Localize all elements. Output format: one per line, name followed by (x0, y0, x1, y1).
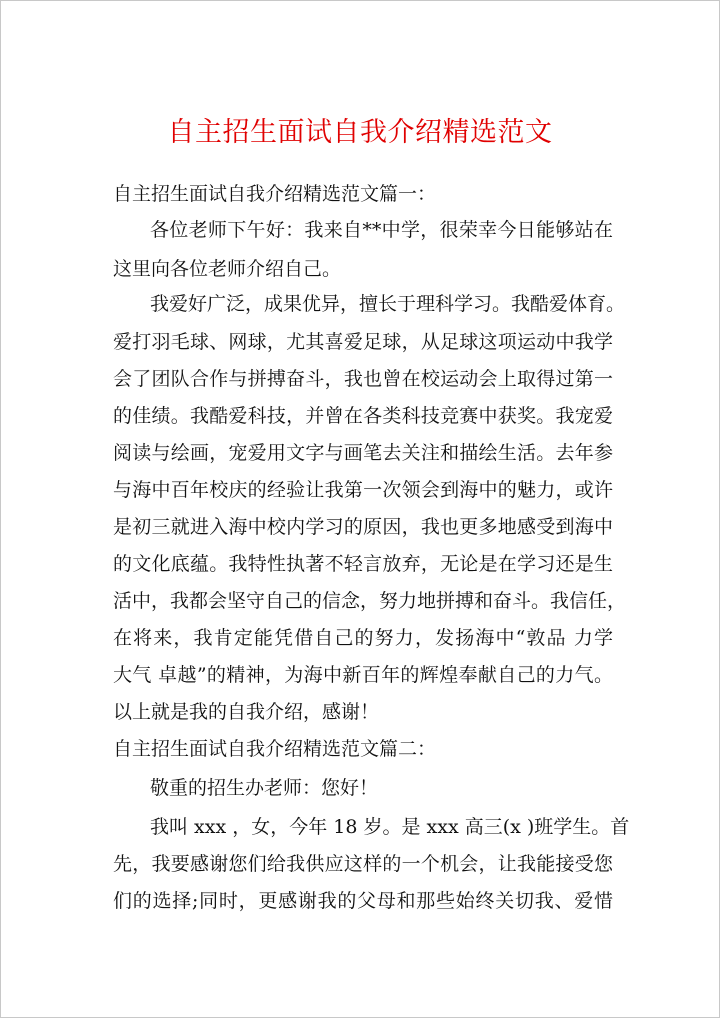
text-line: 先，我要感谢您们给我供应这样的一个机会，让我能接受您 (113, 853, 613, 875)
section-heading-1: 自主招生面试自我介绍精选范文篇一： (113, 183, 437, 205)
document-title: 自主招生面试自我介绍精选范文 (167, 117, 553, 148)
text-line: 与海中百年校庆的经验让我第一次领会到海中的魅力，或许 (113, 479, 613, 501)
text-line: 爱打羽毛球、网球，尤其喜爱足球，从足球这项运动中我学 (113, 331, 613, 353)
text-line: 我爱好广泛，成果优异，擅长于理科学习。我酷爱体育。 (150, 293, 626, 315)
text-line: 是初三就进入海中校内学习的原因，我也更多地感受到海中 (113, 516, 613, 538)
text-line: 活中，我都会坚守自己的信念，努力地拼搏和奋斗。我信任， (113, 590, 627, 612)
text-line: 会了团队合作与拼搏奋斗，我也曾在校运动会上取得过第一 (113, 368, 613, 390)
text-line: 的文化底蕴。我特性执著不轻言放弃，无论是在学习还是生 (113, 553, 613, 575)
text-line: 在将来，我肯定能凭借自己的努力，发扬海中“敦品 力学 (113, 627, 613, 649)
text-line: 以上就是我的自我介绍，感谢！ (113, 701, 380, 723)
text-line: 们的选择;同时，更感谢我的父母和那些始终关切我、爱惜 (113, 890, 613, 912)
text-line: 阅读与绘画，宠爱用文字与画笔去关注和描绘生活。去年参 (113, 442, 613, 464)
text-line: 各位老师下午好：我来自**中学，很荣幸今日能够站在 (150, 219, 613, 241)
text-line: 大气 卓越”的精神，为海中新百年的辉煌奉献自己的力气。 (113, 664, 613, 686)
text-line: 这里向各位老师介绍自己。 (113, 258, 342, 280)
text-line: 敬重的招生办老师：您好！ (150, 777, 379, 799)
text-line: 的佳绩。我酷爱科技，并曾在各类科技竞赛中获奖。我宠爱 (113, 405, 613, 427)
section-heading-2: 自主招生面试自我介绍精选范文篇二： (113, 738, 437, 760)
text-line: 我叫 xxx ，女，今年 18 岁。是 xxx 高三(x )班学生。首 (150, 816, 630, 838)
